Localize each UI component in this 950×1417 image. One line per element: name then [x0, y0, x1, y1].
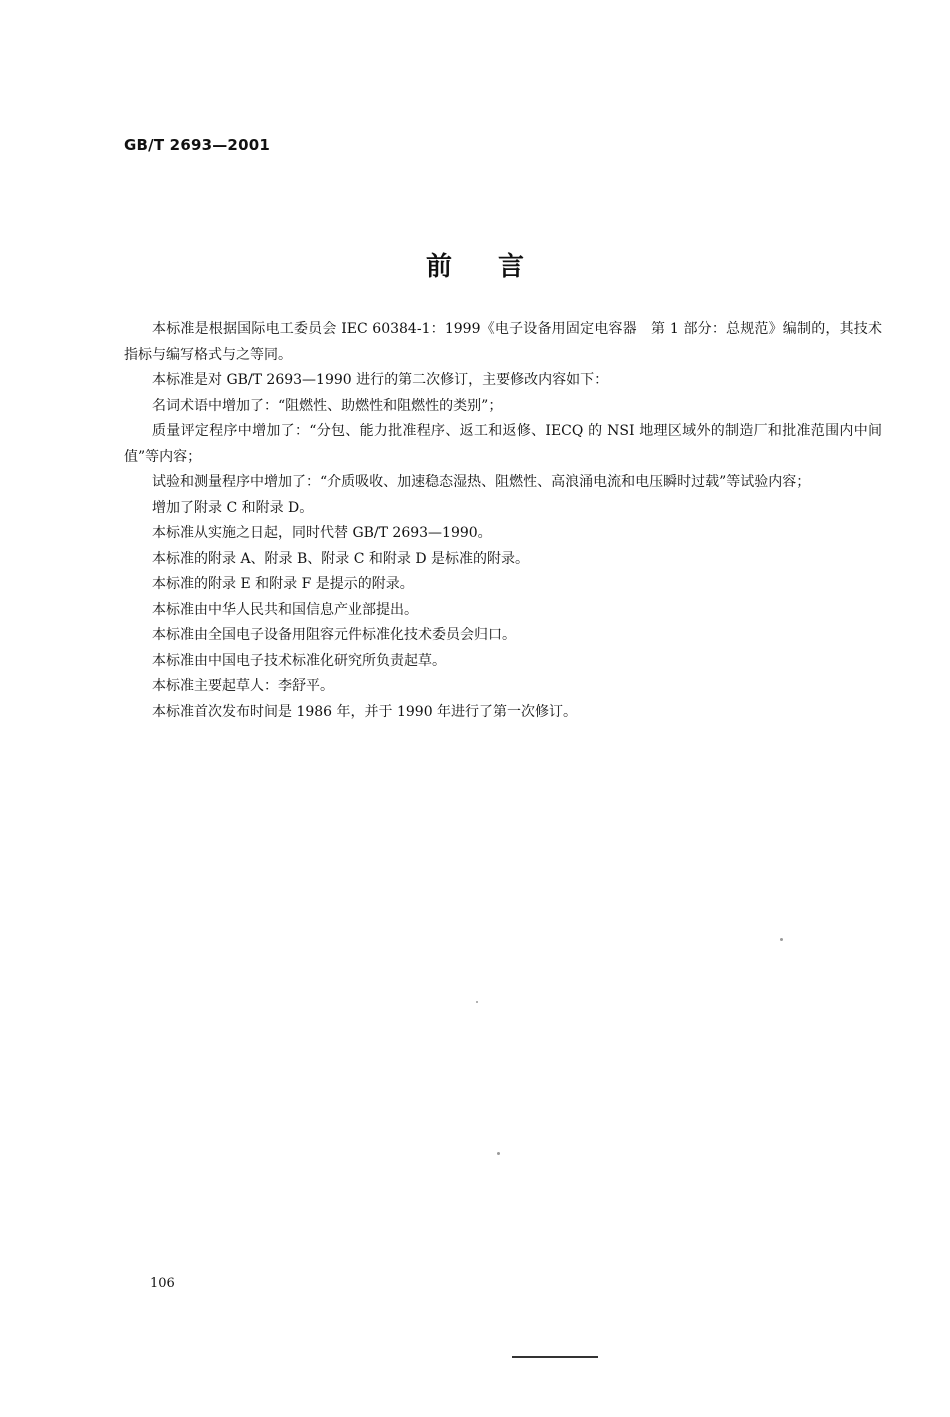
page-number: 106 [150, 1276, 175, 1291]
paragraph: 本标准是根据国际电工委员会 IEC 60384-1：1999《电子设备用固定电容器 第 1 部分：总规范》编制的，其技术指标与编写格式与之等同。 [124, 321, 882, 363]
scan-speck [476, 1001, 478, 1003]
paragraph: 本标准的附录 A、附录 B、附录 C 和附录 D 是标准的附录。 [152, 550, 530, 567]
paragraph: 名词术语中增加了：“阻燃性、助燃性和阻燃性的类别”； [152, 397, 503, 414]
scan-speck [780, 938, 783, 941]
paragraph: 本标准由中国电子技术标准化研究所负责起草。 [152, 652, 446, 669]
paragraph: 本标准是对 GB/T 2693—1990 进行的第二次修订，主要修改内容如下： [152, 372, 609, 388]
standard-code: GB/T 2693—2001 [124, 136, 270, 154]
paragraph: 试验和测量程序中增加了：“介质吸收、加速稳态湿热、阻燃性、高浪涌电流和电压瞬时过载”等试验内容； [152, 474, 811, 490]
foreword-body [124, 317, 882, 725]
paragraph: 增加了附录 C 和附录 D。 [152, 499, 314, 516]
paragraph: 本标准由中华人民共和国信息产业部提出。 [152, 601, 418, 618]
paragraph: 本标准主要起草人：李舒平。 [152, 678, 334, 694]
paragraph: 本标准由全国电子设备用阻容元件标准化技术委员会归口。 [152, 627, 516, 643]
footer-rule [512, 1356, 598, 1358]
paragraph: 本标准首次发布时间是 1986 年，并于 1990 年进行了第一次修订。 [152, 703, 578, 720]
scan-speck [497, 1152, 500, 1155]
page-title: 前言 [425, 252, 570, 282]
paragraph: 质量评定程序中增加了：“分包、能力批准程序、返工和返修、IECQ 的 NSI 地理区域外的制造厂和批准范围内中间值”等内容； [124, 423, 882, 465]
paragraph: 本标准从实施之日起，同时代替 GB/T 2693—1990。 [152, 525, 492, 541]
paragraph: 本标准的附录 E 和附录 F 是提示的附录。 [152, 576, 414, 592]
